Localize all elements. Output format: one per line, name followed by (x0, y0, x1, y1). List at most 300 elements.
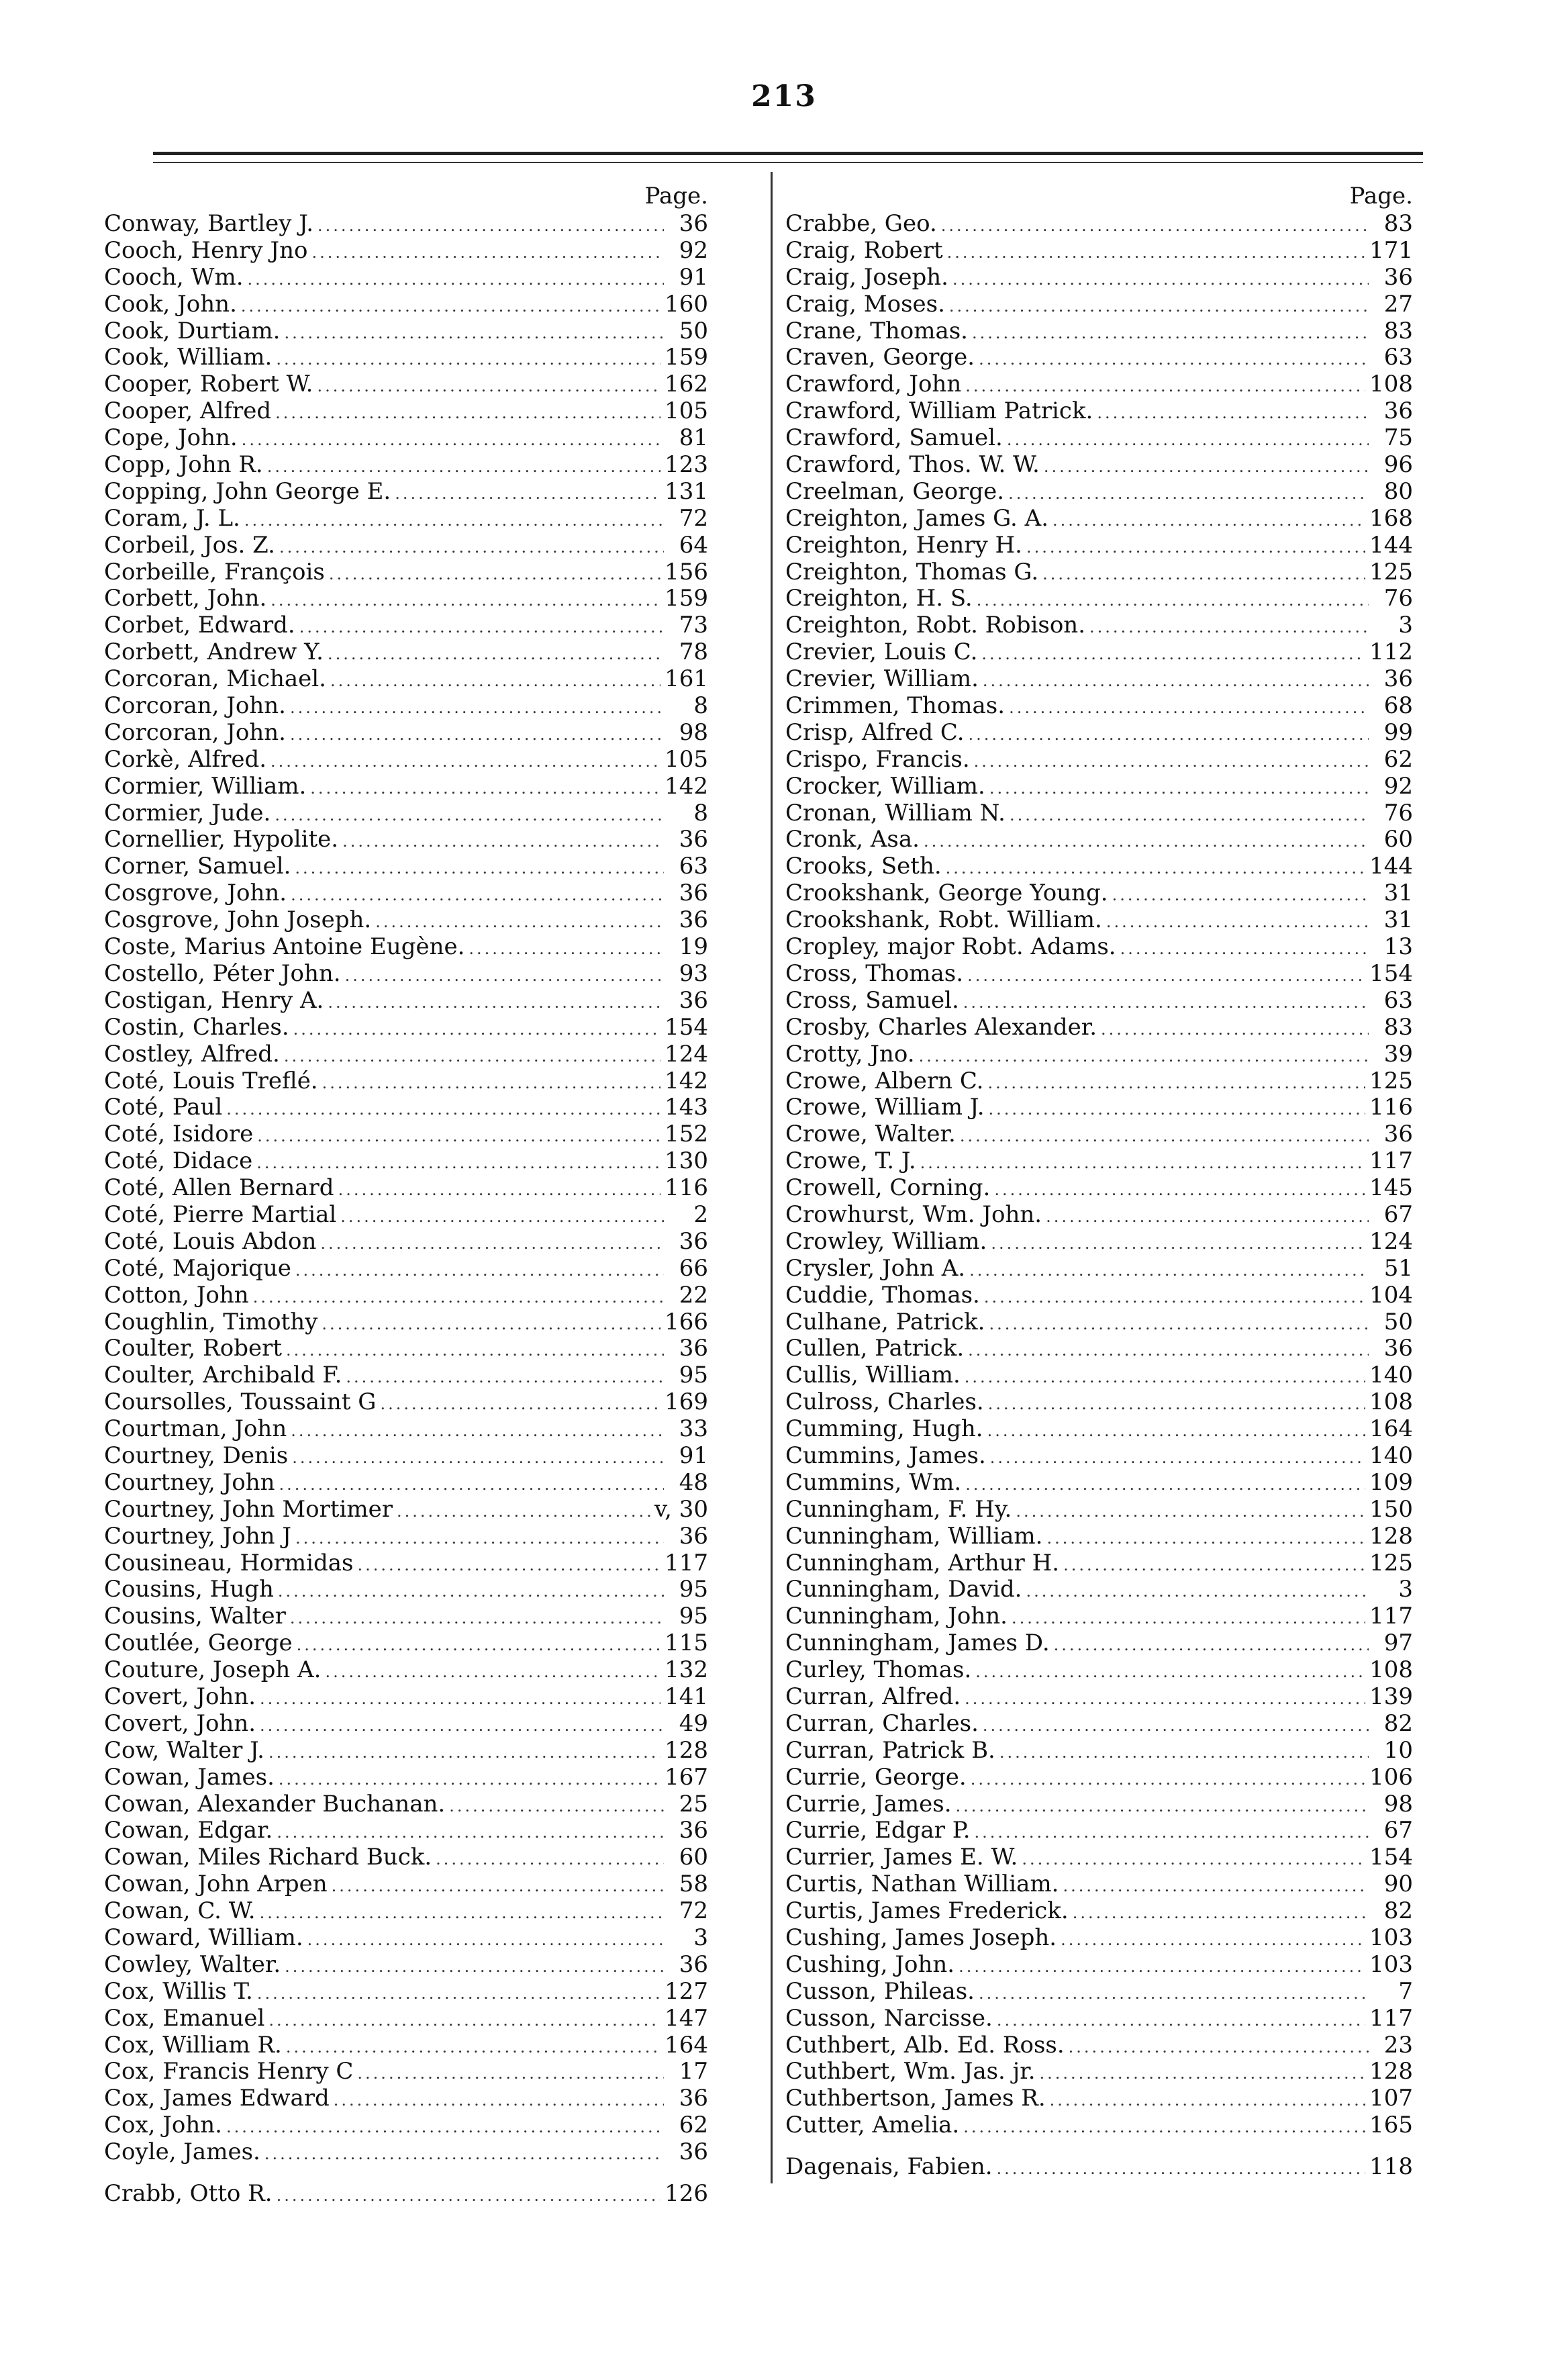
dot-leader (1022, 1846, 1365, 1871)
entry-name: Cousins, Walter (104, 1603, 286, 1630)
index-entry (785, 1550, 1413, 1577)
index-entry (104, 1711, 708, 1738)
entry-name: Curran, Charles. (785, 1710, 979, 1737)
index-entry (104, 1791, 708, 1818)
entry-page: 22 (679, 1282, 708, 1309)
entry-name: Creighton, Robt. Robison. (785, 612, 1086, 639)
entry-page: 109 (1369, 1469, 1413, 1496)
dot-leader (279, 534, 664, 559)
entry-page: 116 (665, 1175, 708, 1202)
dot-leader (397, 1499, 650, 1523)
entry-page: 99 (1383, 719, 1413, 746)
dot-leader (1112, 882, 1369, 907)
entry-name: Cunningham, William. (785, 1523, 1043, 1550)
dot-leader (1026, 534, 1365, 559)
entry-page: 36 (679, 1523, 708, 1550)
entry-name: Covert, John. (104, 1710, 256, 1737)
entry-page: 8 (693, 693, 708, 720)
index-entry (785, 1497, 1413, 1523)
dot-leader (971, 1766, 1365, 1791)
entry-page: 108 (1369, 1389, 1413, 1416)
entry-name: Courtney, John Mortimer (104, 1496, 393, 1523)
entry-page: 98 (679, 719, 708, 746)
entry-page: 106 (1369, 1764, 1413, 1791)
index-entry (104, 612, 708, 639)
entry-name: Crookshank, George Young. (785, 880, 1108, 907)
index-entry (785, 1952, 1413, 1979)
dot-leader (999, 1740, 1369, 1764)
entry-page: 78 (679, 639, 708, 666)
dot-leader (1012, 1605, 1365, 1630)
entry-page: 33 (679, 1416, 708, 1443)
dot-leader (342, 829, 664, 853)
dot-leader (276, 346, 660, 371)
header-rule-thick (153, 152, 1423, 155)
index-entry (785, 479, 1413, 506)
index-entry (104, 559, 708, 586)
index-entry (104, 1979, 708, 2005)
entry-name: Creighton, Henry H. (785, 532, 1022, 559)
index-entry (104, 1041, 708, 1068)
entry-name: Corner, Samuel. (104, 853, 291, 880)
dot-leader (311, 240, 664, 265)
dot-leader (278, 1578, 664, 1603)
entry-name: Copping, John George E. (104, 478, 391, 505)
dot-leader (277, 2183, 661, 2208)
entry-name: Corbet, Edward. (104, 612, 295, 639)
entry-page: 60 (679, 1844, 708, 1871)
dot-leader (990, 1445, 1365, 1470)
index-entry (104, 1764, 708, 1791)
entry-name: Cummins, Wm. (785, 1469, 962, 1496)
entry-page: 128 (1369, 1523, 1413, 1550)
entry-page: 36 (679, 1951, 708, 1978)
entry-name: Coté, Allen Bernard (104, 1175, 334, 1202)
entry-page: 66 (679, 1255, 708, 1282)
entry-page: 152 (665, 1121, 708, 1148)
entry-page: 23 (1383, 2032, 1413, 2059)
entry-name: Crawford, John (785, 371, 962, 398)
entry-name: Crabbe, Geo. (785, 211, 937, 237)
entry-page: 161 (665, 666, 708, 693)
entry-name: Cuthbert, Alb. Ed. Ross. (785, 2032, 1065, 2059)
entry-page: 95 (679, 1603, 708, 1630)
index-entry (785, 961, 1413, 988)
index-entry (104, 1550, 708, 1577)
entry-page: 154 (1369, 960, 1413, 987)
dot-leader (947, 240, 1365, 265)
entry-page: 64 (679, 532, 708, 559)
index-entry (785, 934, 1413, 961)
entry-page: 118 (1369, 2154, 1413, 2181)
entry-name: Corbett, John. (104, 585, 267, 612)
entry-name: Coté, Louis Abdon (104, 1228, 317, 1255)
index-entry (785, 1791, 1413, 1818)
index-entry (785, 1282, 1413, 1309)
entry-name: Coram, J. L. (104, 505, 240, 532)
entry-name: Couture, Joseph A. (104, 1657, 322, 1684)
index-entry (104, 2181, 708, 2208)
entry-name: Creelman, George. (785, 478, 1005, 505)
dot-leader (357, 1552, 660, 1577)
entry-page: 62 (1383, 746, 1413, 773)
entry-page: 36 (679, 1335, 708, 1362)
dot-leader (1120, 936, 1369, 961)
dot-leader (436, 1846, 664, 1871)
dot-leader (1016, 1499, 1365, 1523)
entry-page: 31 (1383, 907, 1413, 934)
entry-page: 95 (679, 1362, 708, 1389)
dot-leader (268, 1740, 660, 1764)
entry-page: 13 (1383, 934, 1413, 961)
index-entry (104, 238, 708, 265)
index-entry (104, 479, 708, 506)
entry-name: Cormier, William. (104, 773, 307, 800)
index-entry (104, 1630, 708, 1657)
dot-leader (1106, 909, 1369, 934)
dot-leader (256, 1150, 660, 1175)
dot-leader (293, 1017, 660, 1041)
entry-page: 168 (1369, 505, 1413, 532)
index-entry (104, 1818, 708, 1844)
left-column (104, 181, 708, 2208)
entry-page: 160 (665, 291, 708, 318)
entry-name: Crocker, William. (785, 773, 985, 800)
entry-page: 142 (665, 1068, 708, 1094)
entry-name: Cooper, Robert W. (104, 371, 313, 398)
entry-page: v, 30 (654, 1496, 708, 1523)
dot-leader (268, 2008, 660, 2032)
index-entry (785, 693, 1413, 720)
entry-name: Curtis, James Frederick. (785, 1898, 1069, 1925)
index-entry (104, 1068, 708, 1095)
entry-name: Cross, Samuel. (785, 987, 959, 1014)
dot-leader (960, 1123, 1369, 1148)
dot-leader (1044, 454, 1369, 479)
index-entry (104, 506, 708, 532)
entry-name: Curtis, Nathan William. (785, 1871, 1059, 1898)
index-entry (785, 1175, 1413, 1202)
entry-name: Cox, Willis T. (104, 1978, 253, 2005)
index-entry (785, 1898, 1413, 1925)
entry-name: Costigan, Henry A. (104, 987, 324, 1014)
entry-name: Crane, Thomas. (785, 318, 968, 344)
dot-leader (325, 1659, 660, 1684)
entry-name: Cox, James Edward (104, 2085, 330, 2112)
entry-name: Coulter, Robert (104, 1335, 283, 1362)
entry-name: Courtney, John (104, 1469, 275, 1496)
index-entry (104, 666, 708, 693)
entry-page: 36 (1383, 666, 1413, 693)
entry-name: Curran, Patrick B. (785, 1737, 995, 1764)
index-entry (104, 318, 708, 345)
entry-page: 63 (1383, 987, 1413, 1014)
entry-name: Coté, Paul (104, 1094, 223, 1121)
entry-page: 145 (1369, 1175, 1413, 1202)
dot-leader (257, 1981, 660, 2005)
entry-name: Coursolles, Toussaint G (104, 1389, 377, 1416)
entry-page: 36 (679, 1818, 708, 1844)
entry-page: 131 (665, 478, 708, 505)
dot-leader (983, 1713, 1369, 1738)
index-entry (785, 585, 1413, 612)
index-entry (785, 1229, 1413, 1256)
entry-page: 36 (679, 907, 708, 934)
index-entry (104, 1148, 708, 1175)
index-entry (104, 1416, 708, 1443)
index-entry (104, 1952, 708, 1979)
entry-page: 117 (665, 1550, 708, 1576)
entry-name: Creighton, Thomas G. (785, 559, 1039, 585)
index-entry (785, 1470, 1413, 1497)
entry-page: 83 (1383, 318, 1413, 344)
entry-name: Cuthbert, Wm. Jas. jr. (785, 2059, 1036, 2085)
entry-name: Coté, Isidore (104, 1121, 254, 1148)
dot-leader (338, 1177, 661, 1202)
entry-page: 83 (1383, 1014, 1413, 1041)
right-column-page-header: Page. (1349, 183, 1413, 209)
dot-leader (994, 1177, 1365, 1202)
entry-name: Craig, Robert (785, 237, 943, 264)
entry-page: 67 (1383, 1818, 1413, 1844)
entry-name: Currie, Edgar P. (785, 1818, 971, 1844)
dot-leader (317, 213, 664, 238)
right-entry-list (785, 211, 1413, 2181)
dot-leader (267, 454, 660, 479)
index-entry (104, 907, 708, 934)
entry-name: Corcoran, Michael. (104, 666, 326, 693)
entry-page: 141 (665, 1683, 708, 1710)
entry-name: Cope, John. (104, 425, 238, 452)
entry-name: Currier, James E. W. (785, 1844, 1018, 1871)
entry-name: Cunningham, F. Hy. (785, 1496, 1012, 1523)
entry-page: 36 (679, 2139, 708, 2166)
entry-name: Curran, Alfred. (785, 1683, 961, 1710)
dot-leader (320, 1231, 664, 1256)
index-entry (104, 747, 708, 773)
dot-leader (997, 2008, 1365, 2032)
entry-page: 156 (665, 559, 708, 585)
dot-leader (941, 213, 1369, 238)
dot-leader (357, 2061, 664, 2085)
index-entry (104, 1497, 708, 1523)
index-entry (104, 1871, 708, 1898)
index-entry (104, 1335, 708, 1362)
entry-page: 75 (1383, 425, 1413, 452)
dot-leader (307, 1927, 664, 1952)
entry-name: Culhane, Patrick. (785, 1309, 985, 1335)
dot-leader (334, 2087, 664, 2112)
dot-leader (260, 1686, 660, 1711)
left-entry-list (104, 211, 708, 2208)
index-entry (785, 1657, 1413, 1684)
entry-name: Costello, Péter John. (104, 960, 341, 987)
entry-page: 127 (665, 1978, 708, 2005)
index-entry (104, 1576, 708, 1603)
index-entry (785, 1603, 1413, 1630)
index-entry (785, 318, 1413, 345)
index-entry (785, 827, 1413, 853)
entry-name: Cowan, Edgar. (104, 1818, 273, 1844)
dot-leader (469, 936, 664, 961)
entry-name: Cuthbertson, James R. (785, 2085, 1046, 2112)
entry-page: 3 (693, 1925, 708, 1951)
index-entry (785, 452, 1413, 479)
dot-leader (277, 1820, 664, 1844)
index-entry (104, 1657, 708, 1684)
dot-leader (295, 855, 664, 880)
entry-name: Courtney, Denis (104, 1442, 289, 1469)
dot-leader (380, 1391, 660, 1416)
entry-page: 115 (665, 1630, 708, 1657)
entry-name: Corkè, Alfred. (104, 746, 267, 773)
dot-leader (290, 722, 664, 747)
index-entry (104, 1282, 708, 1309)
index-entry (104, 371, 708, 398)
dot-leader (275, 802, 664, 827)
entry-name: Cunningham, James D. (785, 1630, 1050, 1657)
dot-leader (997, 2156, 1366, 2181)
entry-page: 82 (1383, 1710, 1413, 1737)
index-entry (785, 2085, 1413, 2112)
dot-leader (965, 373, 1365, 398)
dot-leader (1046, 1204, 1369, 1229)
entry-name: Corcoran, John. (104, 719, 286, 746)
index-entry (104, 1175, 708, 1202)
index-entry (104, 2085, 708, 2112)
entry-name: Corbeil, Jos. Z. (104, 532, 275, 559)
entry-name: Cutter, Amelia. (785, 2112, 960, 2139)
index-entry (785, 1630, 1413, 1657)
entry-name: Cronk, Asa. (785, 827, 920, 853)
entry-name: Dagenais, Fabien. (785, 2154, 993, 2181)
dot-leader (395, 481, 660, 506)
column-divider (771, 172, 773, 2183)
dot-leader (965, 1686, 1365, 1711)
dot-leader (1063, 1552, 1365, 1577)
index-entry (785, 506, 1413, 532)
entry-name: Cunningham, David. (785, 1576, 1022, 1603)
index-entry (104, 585, 708, 612)
entry-page: 31 (1383, 880, 1413, 907)
left-column-page-header: Page. (644, 183, 708, 209)
entry-name: Crispo, Francis. (785, 746, 970, 773)
dot-leader (317, 373, 660, 398)
entry-name: Coté, Pierre Martial (104, 1201, 337, 1228)
entry-name: Cook, William. (104, 344, 273, 371)
entry-name: Copp, John R. (104, 452, 263, 479)
index-entry (785, 2112, 1413, 2139)
entry-name: Corbeille, François (104, 559, 325, 585)
entry-name: Coughlin, Timothy (104, 1309, 318, 1335)
entry-name: Crooks, Seth. (785, 853, 942, 880)
entry-page: 36 (1383, 1335, 1413, 1362)
entry-name: Cowan, Alexander Buchanan. (104, 1791, 446, 1818)
index-entry (785, 2032, 1413, 2059)
entry-name: Cushing, James Joseph. (785, 1925, 1057, 1951)
entry-page: 92 (679, 237, 708, 264)
entry-page: 117 (1369, 2005, 1413, 2032)
dot-leader (959, 1954, 1365, 1979)
index-entry (104, 452, 708, 479)
dot-leader (977, 587, 1369, 612)
entry-name: Cusson, Narcisse. (785, 2005, 993, 2032)
entry-name: Crowe, Albern C. (785, 1068, 984, 1094)
index-entry (104, 291, 708, 318)
entry-name: Cornellier, Hypolite. (104, 827, 339, 853)
index-entry (785, 425, 1413, 452)
dot-leader (972, 320, 1369, 345)
dot-leader (1050, 2087, 1365, 2112)
index-entry (104, 2005, 708, 2032)
index-entry (785, 344, 1413, 371)
dot-leader (275, 400, 660, 425)
index-entry (785, 1256, 1413, 1282)
entry-page: 36 (1383, 398, 1413, 425)
entry-page: 50 (1383, 1309, 1413, 1335)
index-entry (785, 1764, 1413, 1791)
dot-leader (969, 1258, 1369, 1282)
index-entry (785, 2154, 1413, 2181)
entry-page: 166 (665, 1309, 708, 1335)
index-entry (104, 1684, 708, 1711)
entry-page: 159 (665, 585, 708, 612)
entry-page: 3 (1398, 612, 1413, 639)
index-entry (104, 265, 708, 291)
index-entry (785, 398, 1413, 425)
entry-page: 154 (1369, 1844, 1413, 1871)
dot-leader (330, 668, 660, 693)
entry-page: 140 (1369, 1362, 1413, 1389)
entry-page: 142 (665, 773, 708, 800)
entry-name: Coulter, Archibald F. (104, 1362, 342, 1389)
dot-leader (988, 1391, 1365, 1416)
entry-name: Crisp, Alfred C. (785, 719, 965, 746)
dot-leader (375, 909, 664, 934)
dot-leader (989, 1311, 1369, 1336)
dot-leader (1061, 1927, 1365, 1952)
entry-name: Crotty, Jno. (785, 1041, 915, 1068)
entry-name: Crowell, Corning. (785, 1175, 991, 1202)
entry-page: 8 (693, 800, 708, 827)
entry-name: Cox, Emanuel (104, 2005, 265, 2032)
dot-leader (975, 1659, 1365, 1684)
index-entry (104, 1925, 708, 1952)
entry-name: Cumming, Hugh. (785, 1416, 983, 1443)
index-entry (104, 1898, 708, 1925)
index-entry (785, 612, 1413, 639)
index-entry (785, 1389, 1413, 1416)
entry-name: Cox, Francis Henry C (104, 2059, 354, 2085)
entry-page: 167 (665, 1764, 708, 1791)
entry-name: Courtney, John J (104, 1523, 291, 1550)
entry-name: Cowan, James. (104, 1764, 275, 1791)
entry-name: Cowan, C. W. (104, 1898, 256, 1925)
entry-page: 72 (679, 1898, 708, 1925)
index-entry (785, 1309, 1413, 1336)
dot-leader (965, 1364, 1365, 1389)
dot-leader (299, 614, 664, 639)
index-entry (785, 1121, 1413, 1148)
index-entry (104, 1844, 708, 1871)
dot-leader (963, 2114, 1365, 2139)
index-entry (104, 1443, 708, 1470)
index-entry (104, 639, 708, 666)
index-entry (785, 1871, 1413, 1898)
entry-name: Cullen, Patrick. (785, 1335, 965, 1362)
entry-name: Cousins, Hugh (104, 1576, 274, 1603)
index-entry (104, 693, 708, 720)
